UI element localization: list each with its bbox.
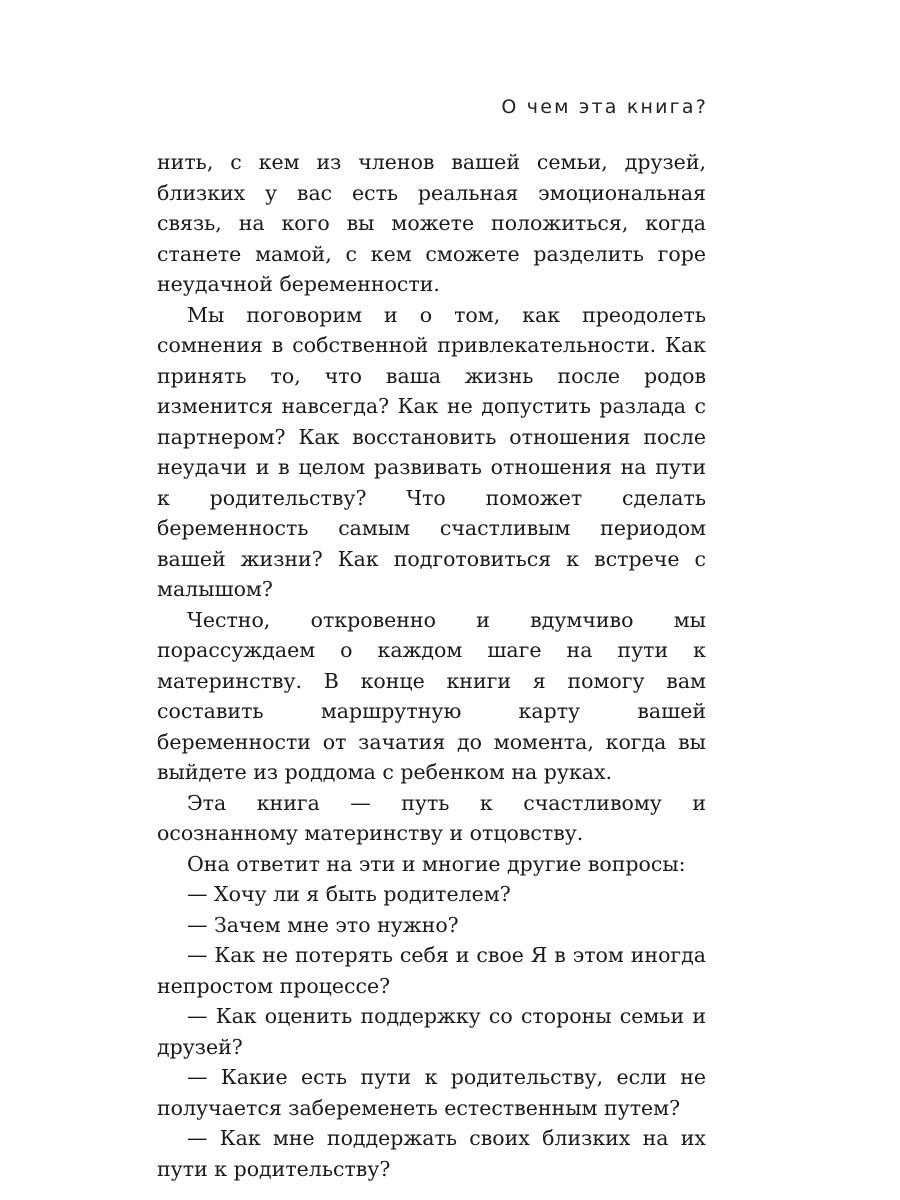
body-text — [157, 147, 706, 1184]
paragraph: Честно, откровенно и вдумчиво мы порассуждаем о каждом шаге на пути к материнству. В конце книги я помогу вам составить маршрутную карту вашей беременности от зачатия до момента, когда вы выйдете из роддома с ребенком на руках. — [157, 607, 706, 784]
question-item: — Как мне поддержать своих близких на их пути к родительству? — [157, 1126, 706, 1181]
question-item: — Как оценить поддержку со стороны семьи и друзей? — [157, 1004, 706, 1059]
paragraph: Мы поговорим и о том, как преодолеть сомнения в собственной привлекательности. Как принять то, что ваша жизнь после родов изменится навсегда? Как не допустить разлада с партнером? Как восстановить отношения после неудачи и в целом развивать отношения на пути к родительству? Что поможет сделать беременность самым счастливым периодом вашей жизни? Как подготовиться к встрече с малышом? — [157, 302, 706, 601]
paragraph-continuation: нить, с кем из членов вашей семьи, друзей, близких у вас есть реальная эмоциональная связь, на кого вы можете положиться, когда станете мамой, с кем сможете разделить горе неудачной беременности. — [157, 150, 706, 296]
paragraph: Эта книга — путь к счастливому и осознанному материнству и отцовству. — [157, 790, 706, 845]
question-item: — Какие есть пути к родительству, если не получается забеременеть естественным путем? — [157, 1065, 706, 1120]
question-item: — Зачем мне это нужно? — [187, 912, 459, 937]
paragraph: Она ответит на эти и многие другие вопросы: — [187, 851, 686, 876]
question-item: — Как не потерять себя и свое Я в этом иногда непростом процессе? — [157, 943, 706, 998]
question-item: — Хочу ли я быть родителем? — [187, 882, 511, 906]
running-head: О чем эта книга? — [501, 96, 708, 118]
